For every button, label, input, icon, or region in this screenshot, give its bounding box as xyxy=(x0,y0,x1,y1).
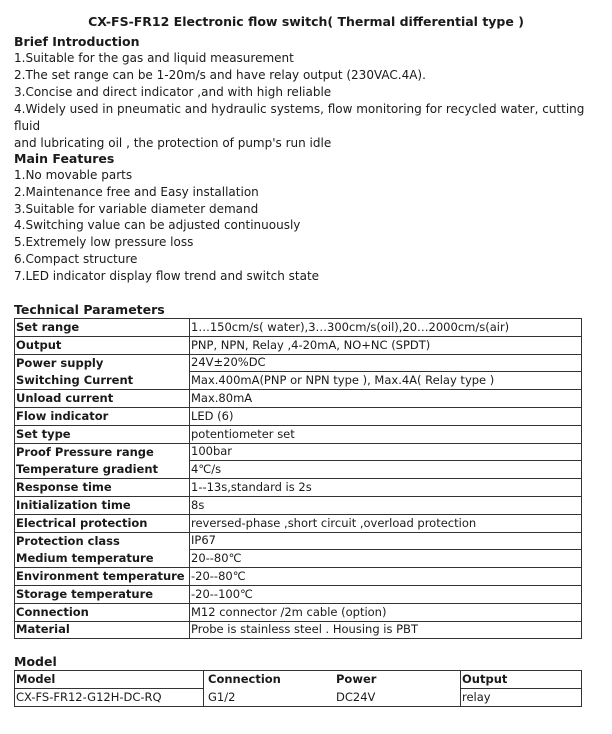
table-row xyxy=(15,407,582,425)
param-value: Probe is stainless steel . Housing is PBT xyxy=(190,621,582,639)
param-value: 1…150cm/s( water),3…300cm/s(oil),20…2000cm/s(air) xyxy=(190,319,582,337)
column-header-output: Output xyxy=(461,671,582,689)
param-value: Max.80mA xyxy=(190,390,582,408)
list-item: 4.Widely used in pneumatic and hydraulic systems, flow monitoring for recycled water, cutting fluid xyxy=(14,101,585,133)
model-power: DC24V xyxy=(332,689,461,707)
column-header-power: Power xyxy=(332,671,461,689)
param-value: IP67 xyxy=(190,532,582,550)
param-label: Temperature gradient xyxy=(15,461,190,479)
table-row xyxy=(15,461,582,479)
param-value: PNP, NPN, Relay ,4-20mA, NO+NC (SPDT) xyxy=(190,336,582,354)
param-label: Output xyxy=(15,336,190,354)
param-label: Set range xyxy=(15,319,190,337)
param-label: Electrical protection xyxy=(15,514,190,532)
table-row xyxy=(15,550,582,568)
param-label: Power supply xyxy=(15,354,190,372)
table-row xyxy=(15,354,582,372)
param-label: Set type xyxy=(15,425,190,443)
column-header-connection: Connection xyxy=(204,671,333,689)
model-output: relay xyxy=(461,689,582,707)
param-value: 24V±20%DC xyxy=(190,354,582,372)
list-item: 3.Suitable for variable diameter demand xyxy=(14,201,259,216)
table-row xyxy=(15,621,582,639)
document-title: CX-FS-FR12 Electronic flow switch( Thermal differential type ) xyxy=(88,14,524,29)
list-item: 4.Switching value can be adjusted continuously xyxy=(14,218,301,233)
table-row xyxy=(15,390,582,408)
list-item: 2.Maintenance free and Easy installation xyxy=(14,184,259,199)
param-label: Initialization time xyxy=(15,496,190,514)
param-label: Proof Pressure range xyxy=(15,443,190,461)
model-connection: G1/2 xyxy=(204,689,333,707)
table-row xyxy=(15,689,582,707)
table-row xyxy=(15,319,582,337)
param-label: Unload current xyxy=(15,390,190,408)
table-row xyxy=(15,514,582,532)
param-value: reversed-phase ,short circuit ,overload protection xyxy=(190,514,582,532)
table-row xyxy=(15,443,582,461)
table-row xyxy=(15,532,582,550)
param-value: potentiometer set xyxy=(190,425,582,443)
table-row xyxy=(15,496,582,514)
list-item: 5.Extremely low pressure loss xyxy=(14,235,194,250)
table-row xyxy=(15,603,582,621)
list-item: 6.Compact structure xyxy=(14,251,138,266)
param-value: 1--13s,standard is 2s xyxy=(190,479,582,497)
table-row xyxy=(15,336,582,354)
list-item: 7.LED indicator display flow trend and switch state xyxy=(14,268,320,283)
param-value: LED (6) xyxy=(190,407,582,425)
param-label: Switching Current xyxy=(15,372,190,390)
list-item: 1.Suitable for the gas and liquid measurement xyxy=(14,51,294,65)
param-label: Material xyxy=(15,621,190,639)
table-header-row xyxy=(15,671,582,689)
param-value: M12 connector /2m cable (option) xyxy=(190,603,582,621)
brief-introduction-list xyxy=(14,50,594,151)
technical-parameters-heading: Technical Parameters xyxy=(14,302,165,317)
list-item: and lubricating oil , the protection of pump's run idle xyxy=(14,135,332,150)
table-row xyxy=(15,568,582,586)
table-row xyxy=(15,585,582,603)
param-value: 4℃/s xyxy=(190,461,582,479)
main-features-heading: Main Features xyxy=(14,151,115,166)
param-value: -20--80℃ xyxy=(190,568,582,586)
column-header-model: Model xyxy=(15,671,204,689)
model-table xyxy=(14,670,582,707)
param-label: Flow indicator xyxy=(15,407,190,425)
param-value: Max.400mA(PNP or NPN type ), Max.4A( Relay type ) xyxy=(190,372,582,390)
list-item: 2.The set range can be 1-20m/s and have relay output (230VAC.4A). xyxy=(14,67,426,82)
param-label: Environment temperature xyxy=(15,568,190,586)
param-label: Connection xyxy=(15,603,190,621)
model-heading: Model xyxy=(14,654,57,669)
param-label: Response time xyxy=(15,479,190,497)
model-number: CX-FS-FR12-G12H-DC-RQ xyxy=(15,689,204,707)
list-item: 1.No movable parts xyxy=(14,168,133,182)
brief-introduction-heading: Brief Introduction xyxy=(14,34,140,49)
technical-parameters-table xyxy=(14,318,582,639)
param-label: Protection class xyxy=(15,532,190,550)
param-label: Storage temperature xyxy=(15,585,190,603)
table-row xyxy=(15,479,582,497)
table-row xyxy=(15,425,582,443)
param-label: Medium temperature xyxy=(15,550,190,568)
main-features-list xyxy=(14,167,594,285)
param-value: 100bar xyxy=(190,443,582,461)
table-row xyxy=(15,372,582,390)
list-item: 3.Concise and direct indicator ,and with high reliable xyxy=(14,84,332,99)
param-value: -20--100℃ xyxy=(190,585,582,603)
param-value: 20--80℃ xyxy=(190,550,582,568)
param-value: 8s xyxy=(190,496,582,514)
